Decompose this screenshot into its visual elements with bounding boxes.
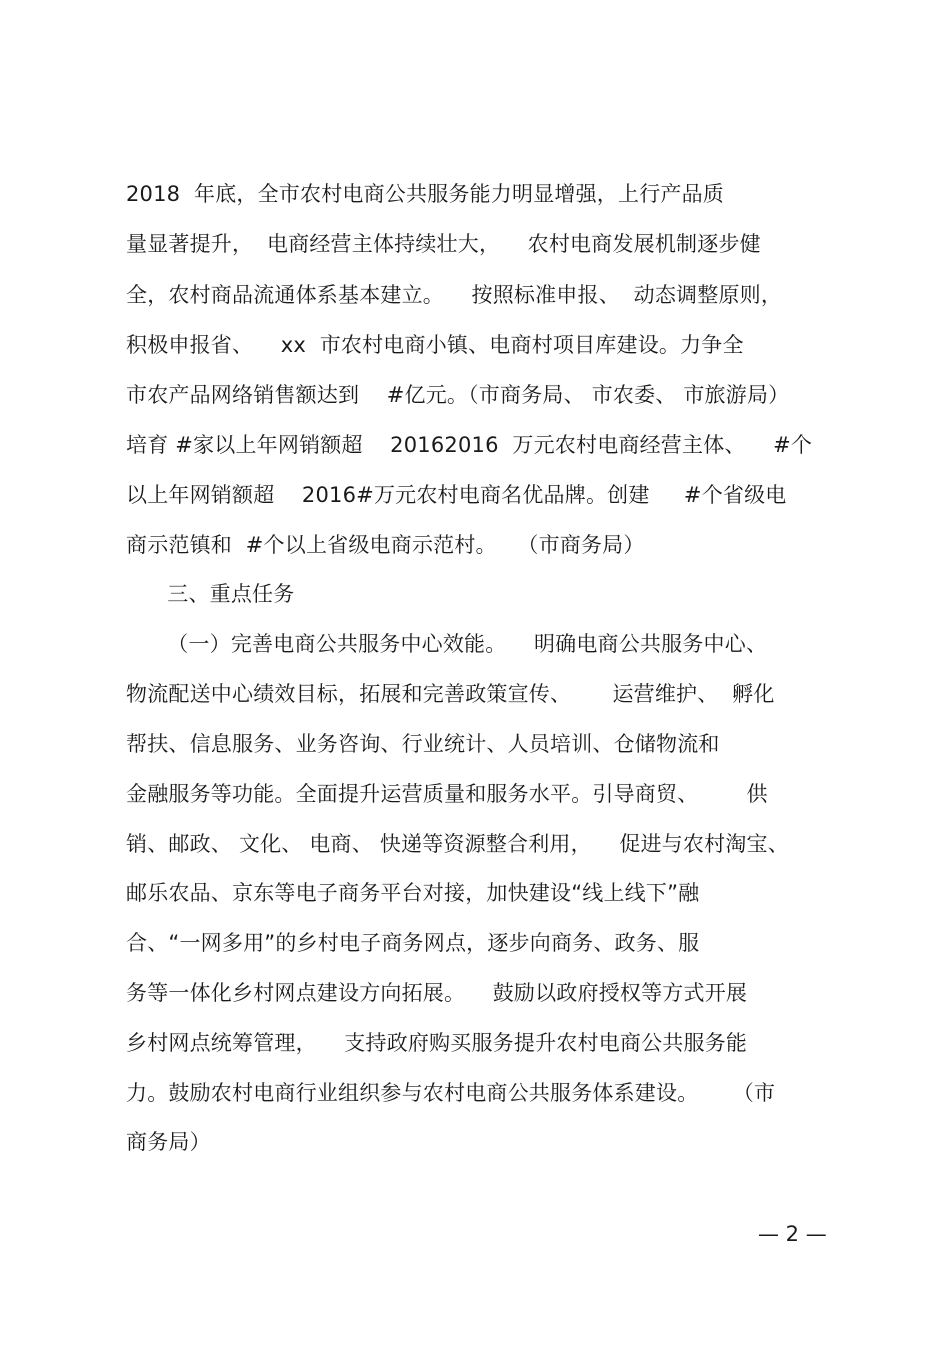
body-text-line: 商示范镇和 #个以上省级电商示范村。 （市商务局）	[126, 533, 645, 557]
subsection-heading-line: （一）完善电商公共服务中心效能。 明确电商公共服务中心、	[126, 632, 768, 656]
body-text-line: 培育 #家以上年网销额超 20162016 万元农村电商经营主体、 #个	[126, 433, 813, 457]
body-text-line: 合、“一网多用”的乡村电子商务网点，逐步向商务、政务、服	[126, 931, 700, 955]
body-text-line: 销、邮政、 文化、 电商、 快递等资源整合利用， 促进与农村淘宝、	[126, 832, 789, 856]
body-text-line: 2018 年底，全市农村电商公共服务能力明显增强，上行产品质	[126, 182, 724, 206]
body-text-line: 积极申报省、 xx 市农村电商小镇、电商村项目库建设。力争全	[126, 333, 744, 357]
body-text-line: 金融服务等功能。全面提升运营质量和服务水平。引导商贸、 供	[126, 782, 768, 806]
body-text-line: 力。鼓励农村电商行业组织参与农村电商公共服务体系建设。 （市	[126, 1081, 776, 1105]
body-text-line: 市农产品网络销售额达到 #亿元。（市商务局、 市农委、 市旅游局）	[126, 383, 790, 407]
body-text-line: 帮扶、信息服务、业务咨询、行业统计、人员培训、仓储物流和	[126, 732, 720, 756]
body-text-line: 量显著提升， 电商经营主体持续壮大， 农村电商发展机制逐步健	[126, 232, 761, 256]
body-text-line: 全，农村商品流通体系基本建立。 按照标准申报、 动态调整原则，	[126, 283, 783, 307]
body-text-line: 以上年网销额超 2016#万元农村电商名优品牌。创建 #个省级电	[126, 483, 787, 507]
body-text-line: 务等一体化乡村网点建设方向拓展。 鼓励以政府授权等方式开展	[126, 981, 748, 1005]
body-text-line: 商务局）	[126, 1130, 211, 1154]
body-text-line: 物流配送中心绩效目标，拓展和完善政策宣传、 运营维护、 孵化	[126, 682, 775, 706]
body-text-line: 邮乐农品、京东等电子商务平台对接，加快建设“线上线下”融	[126, 881, 700, 905]
body-text-line: 乡村网点统筹管理， 支持政府购买服务提升农村电商公共服务能	[126, 1031, 748, 1055]
page-number: — 2 —	[758, 1222, 827, 1246]
section-heading: 三、重点任务	[126, 582, 295, 606]
